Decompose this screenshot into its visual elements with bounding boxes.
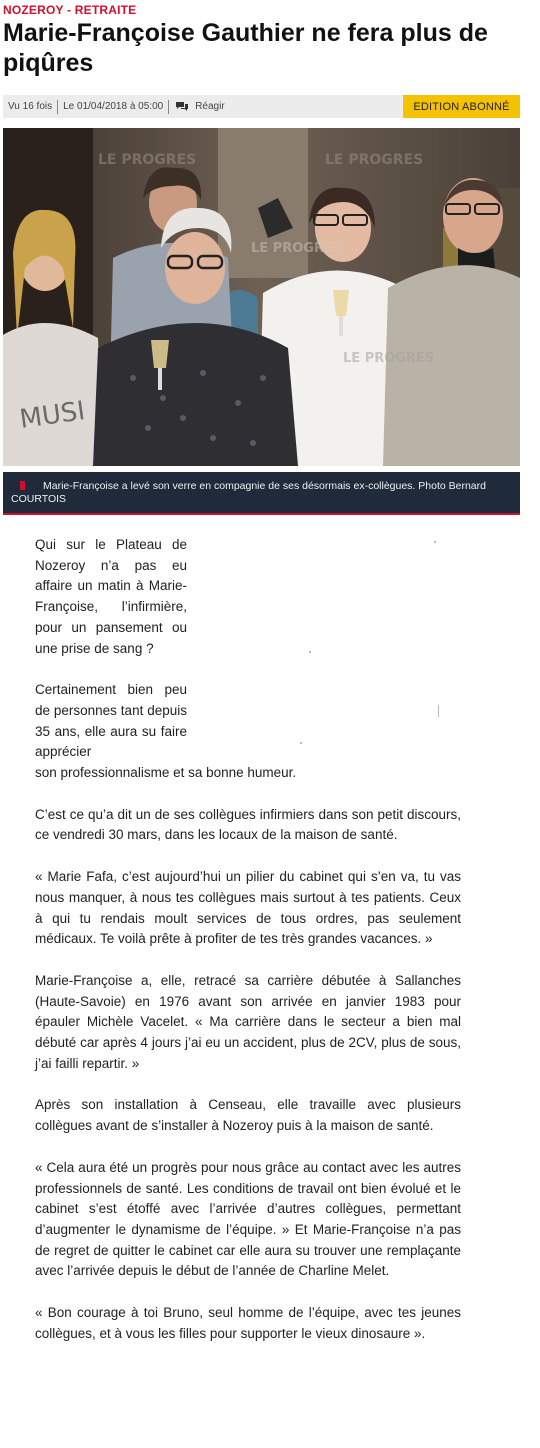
photo-watermark: LE PROGRES [98, 152, 197, 168]
svg-text:MUSI: MUSI [17, 396, 87, 435]
edition-subscriber-badge[interactable]: EDITION ABONNÉ [403, 95, 520, 118]
publish-date: Le 01/04/2018 à 05:00 [63, 101, 164, 112]
article-paragraph: « Cela aura été un progrès pour nous grâce au contact avec les autres professionnels de santé. Les conditions de travail ont bien évolué et le cabinet s’est étoffé avec l’arrivée d’autres collègues, permettant d’augmenter le dynamisme de l’équipe. » Et Marie-Françoise n’a pas de regret de quitter le cabinet car elle aura su trouver une remplaçante avec l’arrivée depuis le début de l’année de Charline Melet. [35, 1159, 461, 1279]
article-paragraph: C’est ce qu’a dit un de ses collègues infirmiers dans son petit discours, ce vendredi 30 mars, dans les locaux de la maison de santé. [35, 806, 461, 843]
photo-caption: Marie-Françoise a levé son verre en compagnie de ses désormais ex-collègues. Photo Bernard COURTOIS [11, 480, 486, 505]
article-headline: Marie-Françoise Gauthier ne fera plus de piqûres [3, 19, 488, 77]
article-paragraph: Qui sur le Plateau de Nozeroy n’a pas eu affaire un matin à Marie-Françoise, l’infirmière, pour un pansement ou une prise de sang ? [35, 537, 187, 656]
article-meta-bar [3, 95, 520, 118]
photo-watermark: LE PROGRES [343, 351, 435, 366]
react-label: Réagir [195, 101, 225, 112]
article-photo[interactable] [3, 128, 520, 466]
article-paragraph: son professionnalisme et sa bonne humeur. [35, 765, 297, 781]
article-paragraph: Certainement bien peu de personnes tant depuis 35 ans, elle aura su faire apprécier [35, 682, 187, 760]
article-paragraph: Après son installation à Censeau, elle travaille avec plusieurs collègues avant de s’installer à Nozeroy puis à la maison de santé. [35, 1097, 461, 1134]
view-count: Vu 16 fois [8, 101, 53, 112]
article-kicker[interactable]: NOZEROY - RETRAITE [3, 3, 137, 17]
comment-bubbles-icon [175, 101, 189, 113]
article-paragraph: Marie-Françoise a, elle, retracé sa carrière débutée à Sallanches (Haute-Savoie) en 1976 avant son arrivée en janvier 1983 pour épauler Michèle Vacelet. « Ma carrière dans le secteur a bien mal débuté car après 4 jours j’ai eu un accident, plus de 2CV, plus de sous, j’ai failli repartir. » [35, 972, 461, 1071]
article-paragraph: « Marie Fafa, c’est aujourd’hui un pilier du cabinet qui s’en va, tu vas nous manquer, à nous tes collègues mais surtout à tes patients. Ceux à qui tu rendais moult services de tous ordres, pas seulement médicaux. Te voilà prête à profiter de tes très grandes vacances. » [35, 869, 461, 947]
article-body [35, 535, 461, 1366]
article-paragraph: « Bon courage à toi Bruno, seul homme de l’équipe, avec tes jeunes collègues, et à vous les filles pour supporter le vieux dinosaure ». [35, 1305, 461, 1341]
photo-caption-bar [3, 472, 520, 515]
photo-watermark: LE PROGRES [325, 152, 424, 168]
react-link[interactable] [169, 101, 224, 113]
group-photo-illustration [3, 128, 520, 466]
photo-watermark: LE PROGRES [251, 241, 343, 256]
